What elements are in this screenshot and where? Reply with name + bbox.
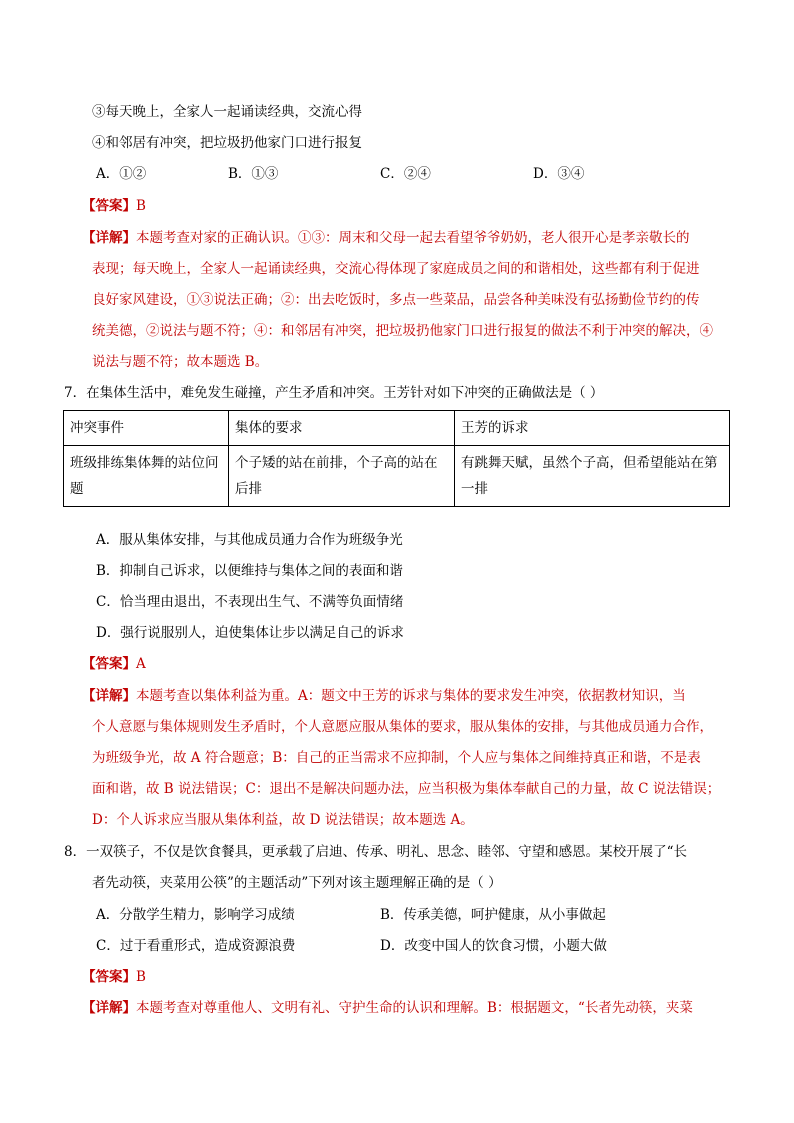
q7-option-a: A．服从集体安排，与其他成员通力合作为班级争光: [96, 532, 403, 548]
q6-detail-line-5: 说法与题不符；故本题选 B。: [92, 354, 269, 370]
q6-detail-line-3: 良好家风建设，①③说法正确；②：出去吃饭时，多点一些菜品，品尝各种美味没有弘扬勤俭节约的传: [92, 292, 700, 308]
q7-option-d: D．强行说服别人，迫使集体让步以满足自己的诉求: [96, 625, 404, 641]
q8-stem-line-2: 者先动筷，夹菜用公筷”的主题活动”下列对该主题理解正确的是（ ）: [92, 875, 502, 891]
q7-option-b: B．抑制自己诉求，以便维持与集体之间的表面和谐: [96, 563, 403, 579]
q7-detail-line-2: 个人意愿与集体规则发生矛盾时，个人意愿应服从集体的要求，服从集体的安排，与其他成员通力合作，: [92, 719, 713, 735]
q7-detail-line-5: D：个人诉求应当服从集体利益，故 D 说法错误；故本题选 A。: [92, 812, 474, 828]
table-cell: 个子矮的站在前排，个子高的站在后排: [229, 446, 455, 507]
answer-value: B: [136, 969, 146, 985]
detail-tag: 【详解】: [82, 1000, 136, 1016]
answer-tag: 【答案】: [82, 969, 136, 985]
q7-option-c: C．恰当理由退出，不表现出生气、不满等负面情绪: [96, 594, 404, 610]
q6-option-b: B．①③: [228, 166, 279, 182]
q6-detail-line-1: [82, 228, 690, 248]
q8-option-d: D．改变中国人的饮食习惯，小题大做: [380, 938, 607, 954]
table-header-cell: 冲突事件: [64, 411, 229, 446]
table-header-cell: 集体的要求: [229, 411, 455, 446]
q6-item-3: ③每天晚上，全家人一起诵读经典，交流心得: [92, 104, 362, 120]
q8-option-c: C．过于看重形式，造成资源浪费: [96, 938, 296, 954]
q7-answer: [82, 654, 146, 674]
detail-text: 本题考查对尊重他人、文明有礼、守护生命的认识和理解。B：根据题文，“长者先动筷，夹菜: [136, 1000, 693, 1016]
answer-tag: 【答案】: [82, 198, 136, 214]
table-cell: 有跳舞天赋，虽然个子高，但希望能站在第一排: [455, 446, 730, 507]
q7-detail-line-3: 为班级争光，故 A 符合题意；B：自己的正当需求不应抑制，个人应与集体之间维持真正和谐，不是表: [92, 750, 701, 766]
q8-option-a: A．分散学生精力，影响学习成绩: [96, 907, 295, 923]
answer-tag: 【答案】: [82, 656, 136, 672]
q6-detail-line-4: 统美德，②说法与题不符；④：和邻居有冲突，把垃圾扔他家门口进行报复的做法不利于冲突的解决，④: [92, 323, 713, 339]
q6-item-4: ④和邻居有冲突，把垃圾扔他家门口进行报复: [92, 135, 362, 151]
q7-conflict-table: [63, 410, 730, 507]
answer-value: B: [136, 198, 146, 214]
q7-stem: 7．在集体生活中，难免发生碰撞，产生矛盾和冲突。王芳针对如下冲突的正确做法是（ ）: [64, 385, 604, 401]
q6-detail-line-2: 表现；每天晚上，全家人一起诵读经典，交流心得体现了家庭成员之间的和谐相处，这些都有利于促进: [92, 261, 700, 277]
detail-tag: 【详解】: [82, 688, 136, 704]
q7-detail-line-4: 面和谐，故 B 说法错误；C：退出不是解决问题办法，应当积极为集体奉献自己的力量，故 C 说法错误；: [92, 781, 721, 797]
q8-answer: [82, 967, 146, 987]
detail-text: 本题考查对家的正确认识。①③：周末和父母一起去看望爷爷奶奶，老人很开心是孝亲敬长的: [136, 230, 690, 246]
table-header-row: [64, 411, 730, 446]
table-header-cell: 王芳的诉求: [455, 411, 730, 446]
q6-option-a: A．①②: [96, 166, 147, 182]
answer-value: A: [136, 656, 146, 672]
table-row: [64, 446, 730, 507]
q8-detail-line-1: [82, 998, 693, 1018]
q8-stem-line-1: 8．一双筷子，不仅是饮食餐具，更承载了启迪、传承、明礼、思念、睦邻、守望和感恩。某校开展了“长: [64, 844, 687, 860]
q8-option-b: B．传承美德，呵护健康，从小事做起: [380, 907, 606, 923]
table-cell: 班级排练集体舞的站位问题: [64, 446, 229, 507]
detail-text: 本题考查以集体利益为重。A：题文中王芳的诉求与集体的要求发生冲突，依据教材知识，当: [136, 688, 686, 704]
q6-option-d: D．③④: [533, 166, 585, 182]
q7-detail-line-1: [82, 686, 686, 706]
q6-option-c: C．②④: [380, 166, 431, 182]
detail-tag: 【详解】: [82, 230, 136, 246]
q6-answer: [82, 196, 146, 216]
